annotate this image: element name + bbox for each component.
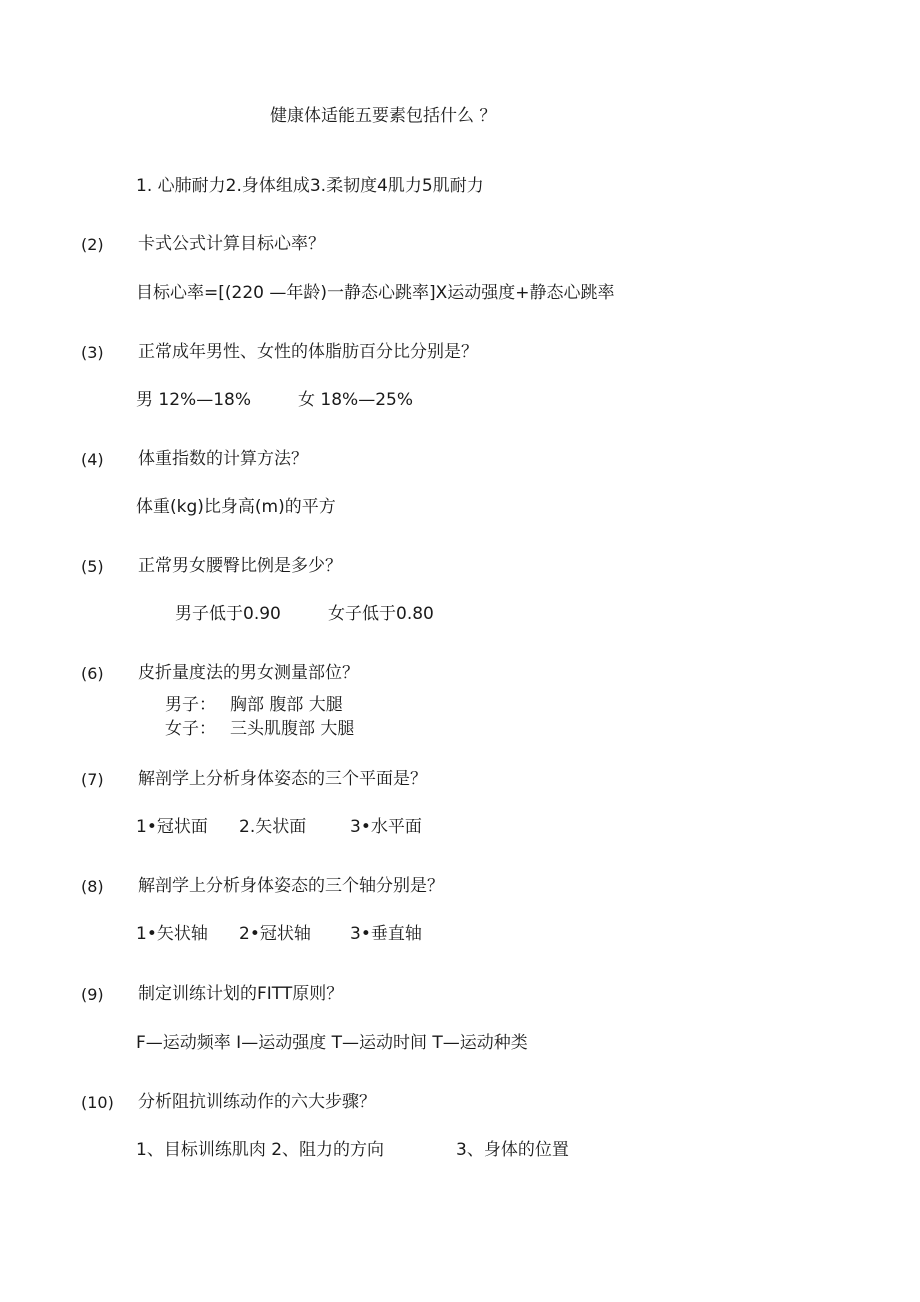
item-3-number: (3) bbox=[81, 343, 104, 362]
item-7-answer-1: 1•冠状面 bbox=[136, 817, 208, 837]
item-6-female-parts: 三头肌腹部 大腿 bbox=[230, 719, 355, 739]
item-6-male-parts: 胸部 腹部 大腿 bbox=[230, 695, 343, 715]
item-8-answer-3: 3•垂直轴 bbox=[350, 924, 422, 944]
item-5-number: (5) bbox=[81, 557, 104, 576]
item-6-male-label: 男子： bbox=[165, 695, 216, 715]
item-2-question: 卡式公式计算目标心率？ bbox=[138, 234, 325, 254]
item-6-question: 皮折量度法的男女测量部位？ bbox=[138, 663, 359, 683]
item-4-number: (4) bbox=[81, 450, 104, 469]
item-6-number: (6) bbox=[81, 664, 104, 683]
item-3-question: 正常成年男性、女性的体脂肪百分比分别是？ bbox=[138, 342, 478, 362]
item-2-number: (2) bbox=[81, 235, 104, 254]
item-8-question: 解剖学上分析身体姿态的三个轴分别是？ bbox=[138, 876, 444, 896]
item-7-question: 解剖学上分析身体姿态的三个平面是？ bbox=[138, 769, 427, 789]
item-6-female-label: 女子： bbox=[165, 719, 216, 739]
item-8-number: (8) bbox=[81, 877, 104, 896]
item-7-answer-3: 3•水平面 bbox=[350, 817, 422, 837]
item-10-number: (10) bbox=[81, 1093, 114, 1112]
item-4-question: 体重指数的计算方法？ bbox=[138, 449, 308, 469]
item-5-question: 正常男女腰臀比例是多少？ bbox=[138, 556, 342, 576]
item-2-answer: 目标心率=[(220 —年龄)一静态心跳率]X运动强度+静态心跳率 bbox=[136, 283, 615, 303]
item-3-answer-male: 男 12%—18% bbox=[136, 390, 251, 410]
item-5-answer-male: 男子低于0.90 bbox=[175, 604, 281, 624]
page-title: 健康体适能五要素包括什么 ？ bbox=[270, 106, 497, 126]
item-8-answer-2: 2•冠状轴 bbox=[239, 924, 311, 944]
item-4-answer: 体重(kg)比身高(m)的平方 bbox=[136, 497, 336, 517]
item-3-answer-female: 女 18%—25% bbox=[298, 390, 413, 410]
item-10-question: 分析阻抗训练动作的六大步骤？ bbox=[138, 1092, 376, 1112]
item-10-answer-2: 3、身体的位置 bbox=[456, 1140, 569, 1160]
item-7-number: (7) bbox=[81, 770, 104, 789]
item-7-answer-2: 2.矢状面 bbox=[239, 817, 307, 837]
item-1-answer: 1. 心肺耐力2.身体组成3.柔韧度4肌力5肌耐力 bbox=[136, 176, 484, 196]
item-9-number: (9) bbox=[81, 985, 104, 1004]
item-8-answer-1: 1•矢状轴 bbox=[136, 924, 208, 944]
item-5-answer-female: 女子低于0.80 bbox=[328, 604, 434, 624]
item-10-answer-1: 1、目标训练肌肉 2、阻力的方向 bbox=[136, 1140, 385, 1160]
item-9-question: 制定训练计划的FITT原则？ bbox=[138, 984, 344, 1004]
item-9-answer: F—运动频率 I—运动强度 T—运动时间 T—运动种类 bbox=[136, 1033, 528, 1053]
